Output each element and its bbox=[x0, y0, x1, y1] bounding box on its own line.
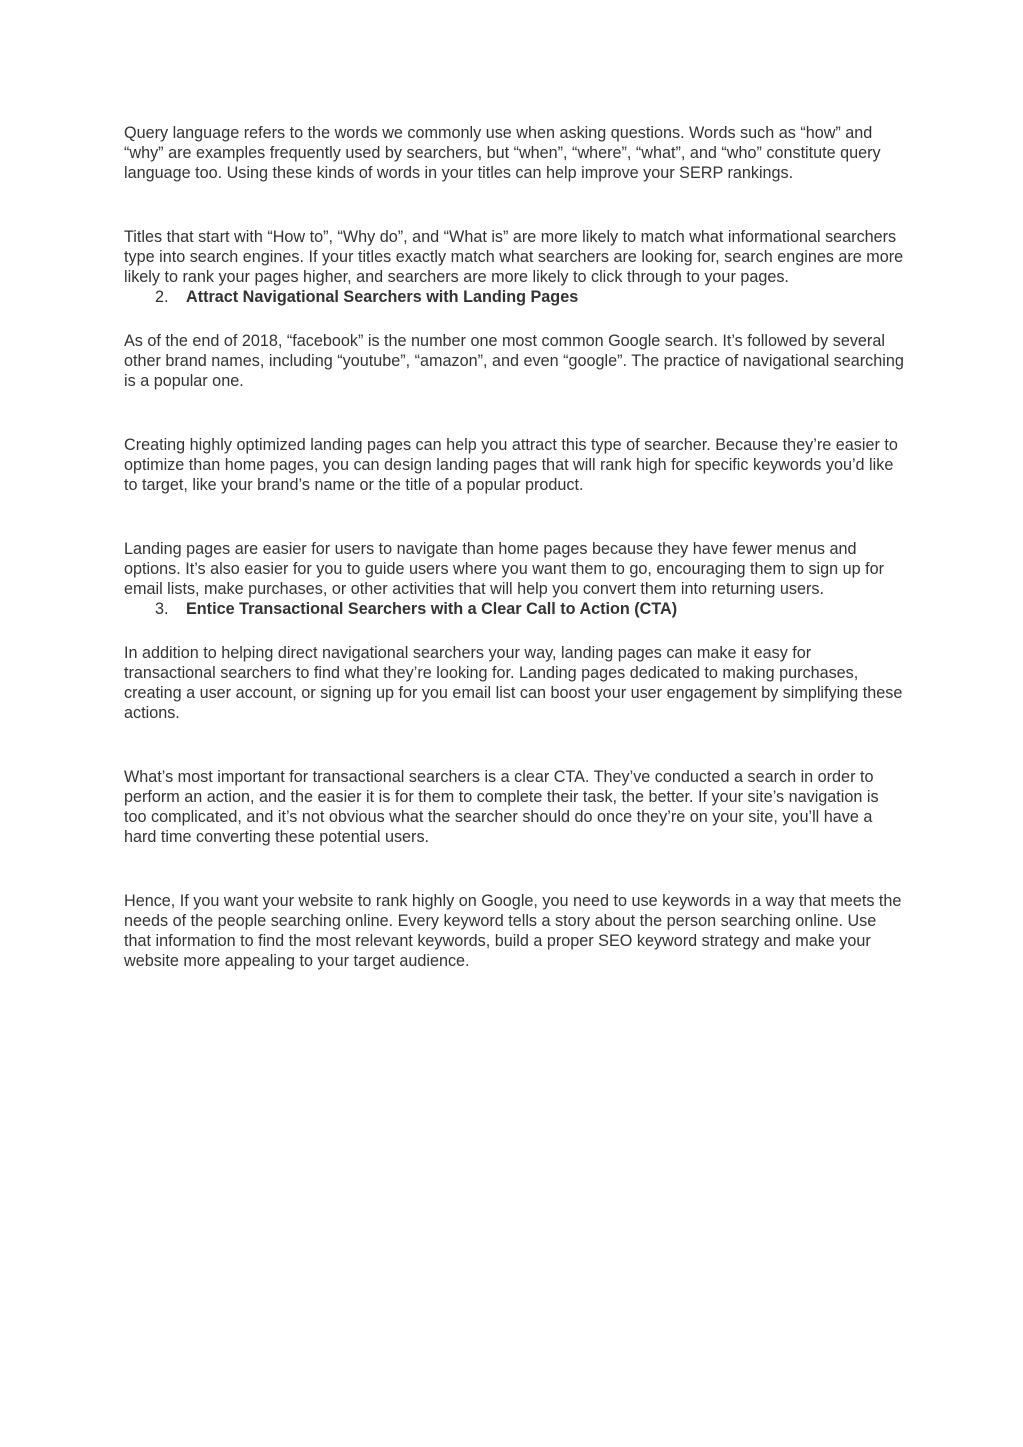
document-page bbox=[124, 123, 904, 971]
section-title: Entice Transactional Searchers with a Clear Call to Action (CTA) bbox=[186, 600, 678, 618]
paragraph-landing-pages: Creating highly optimized landing pages can help you attract this type of searcher. Because they’re easier to optimize than home pages, you can design landing pages that will rank high for specific keywords you’d like to target, like your brand’s name or the title of a popular product. bbox=[124, 436, 898, 494]
paragraph-landing-navigation: Landing pages are easier for users to navigate than home pages because they have fewer menus and options. It’s also easier for you to guide users where you want them to go, encouraging them to sign up for email lists, make purchases, or other activities that will help you convert them into returning users. bbox=[124, 540, 885, 598]
paragraph-conclusion: Hence, If you want your website to rank highly on Google, you need to use keywords in a way that meets the needs of the people searching online. Every keyword tells a story about the person searching online. Use that information to find the most relevant keywords, build a proper SEO keyword strategy and make your website more appealing to your target audience. bbox=[124, 892, 902, 970]
paragraph-query-language: Query language refers to the words we commonly use when asking questions. Words such as “how” and “why” are examples frequently used by searchers, but “when”, “where”, “what”, and “who” constitute query language too. Using these kinds of words in your titles can help improve your SERP rankings. bbox=[124, 124, 881, 182]
paragraph-facebook: As of the end of 2018, “facebook” is the number one most common Google search. It’s followed by several other brand names, including “youtube”, “amazon”, and even “google”. The practice of navigational searching is a popular one. bbox=[124, 332, 904, 390]
paragraph-transactional: In addition to helping direct navigational searchers your way, landing pages can make it easy for transactional searchers to find what they’re looking for. Landing pages dedicated to making purchases, creating a user account, or signing up for you email list can boost your user engagement by simplifying these actions. bbox=[124, 644, 903, 722]
paragraph-titles: Titles that start with “How to”, “Why do”, and “What is” are more likely to match what informational searchers type into search engines. If your titles exactly match what searchers are looking for, search engines are more likely to rank your pages higher, and searchers are more likely to click through to your pages. bbox=[124, 228, 904, 286]
section-number: 2. bbox=[155, 288, 169, 306]
section-title: Attract Navigational Searchers with Landing Pages bbox=[186, 288, 579, 306]
section-heading-transactional bbox=[124, 599, 904, 619]
section-heading-navigational bbox=[124, 287, 904, 307]
paragraph-clear-cta: What’s most important for transactional searchers is a clear CTA. They’ve conducted a search in order to perform an action, and the easier it is for them to complete their task, the better. If your site’s navigation is too complicated, and it’s not obvious what the searcher should do once they’re on your site, you’ll have a hard time converting these potential users. bbox=[124, 768, 879, 846]
section-number: 3. bbox=[155, 600, 169, 618]
